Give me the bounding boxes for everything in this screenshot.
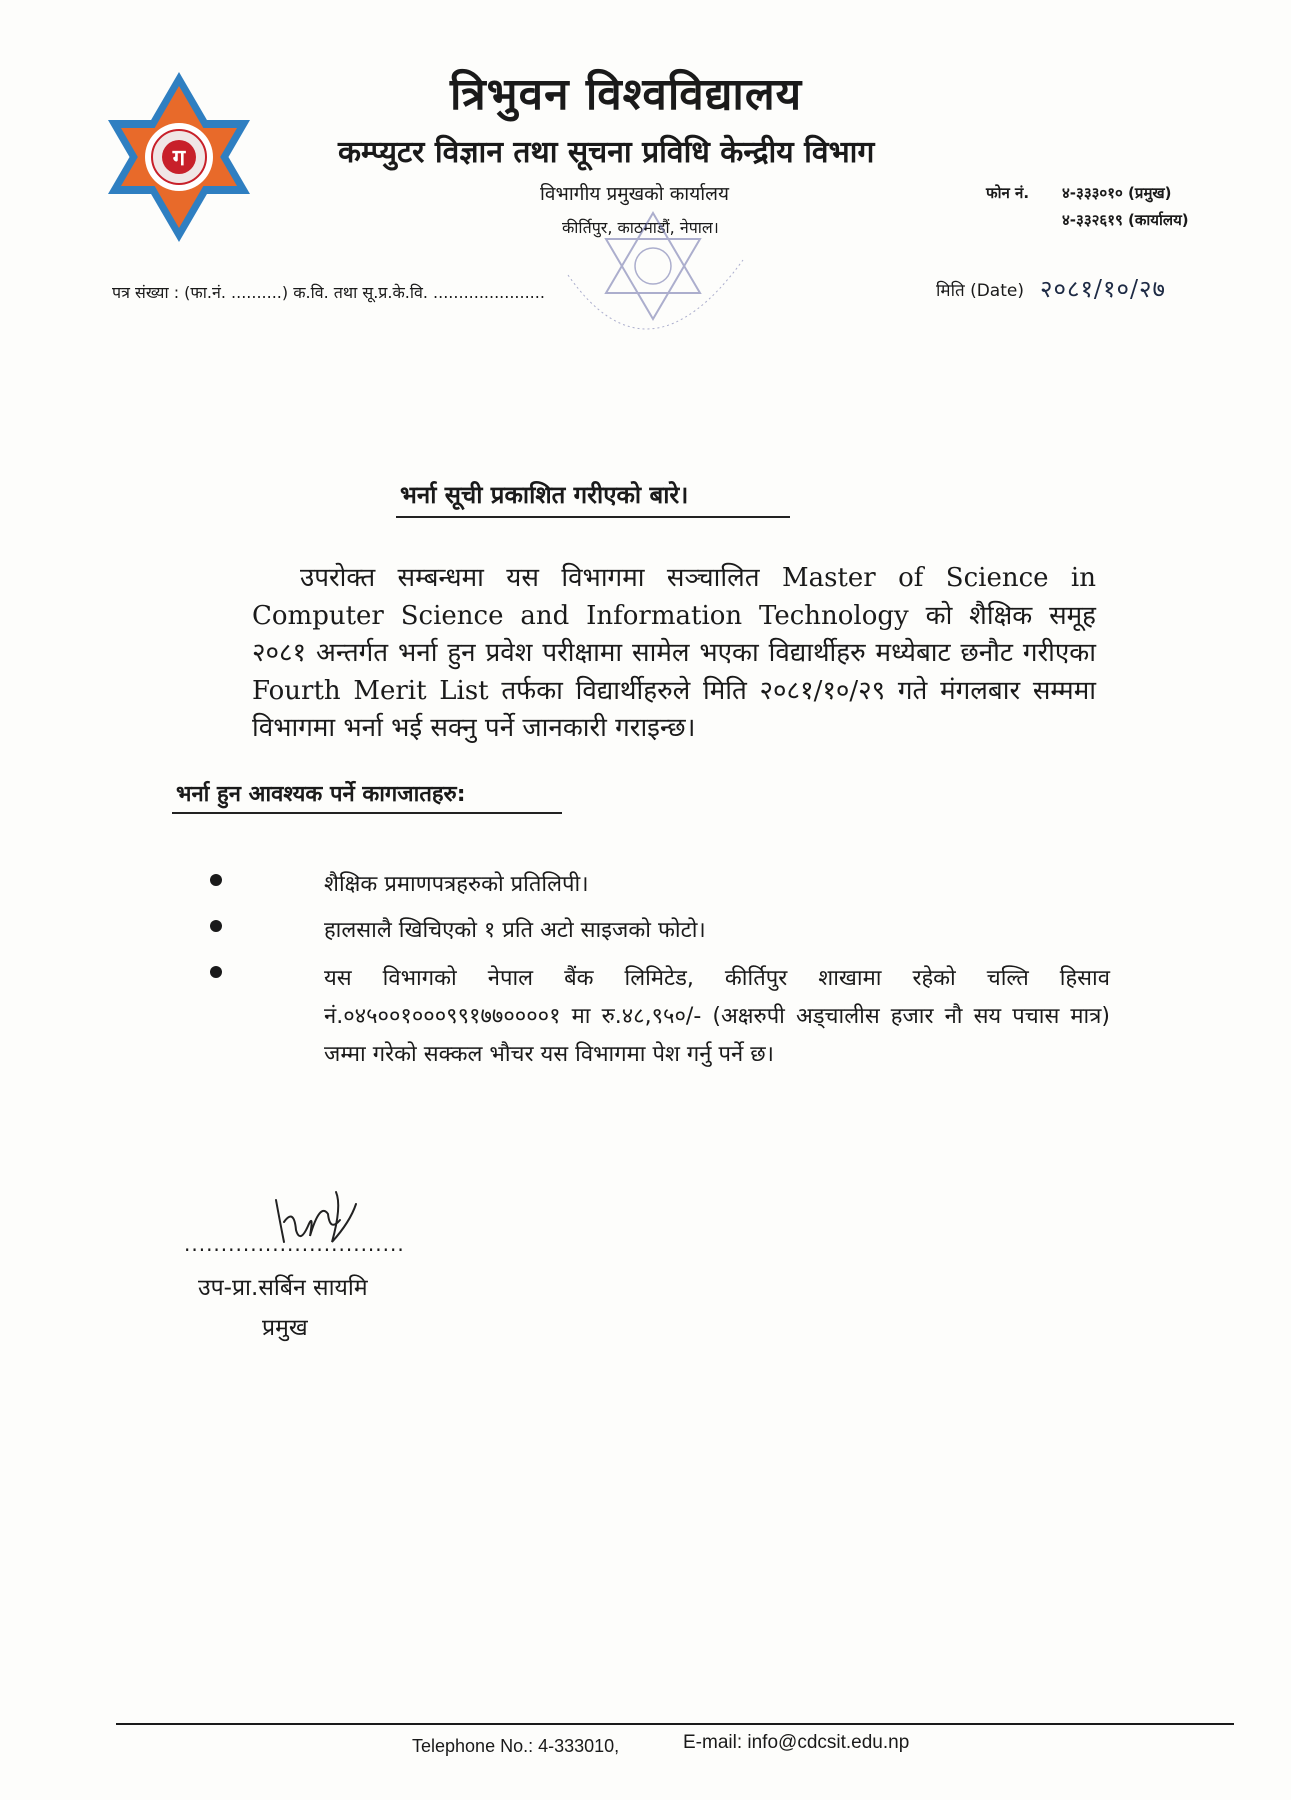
required-documents-heading: भर्ना हुन आवश्यक पर्ने कागजातहरु: [176, 782, 466, 807]
phone-number-head: ४-३३३०१० (प्रमुख) [1062, 184, 1172, 202]
phone-label: फोन नं. [986, 184, 1030, 202]
date-label: मिति (Date) [936, 281, 1024, 301]
document-item: यस विभागको नेपाल बैंक लिमिटेड, कीर्तिपुर शाखामा रहेको चल्ति हिसाव नं.०४५००१०००९९१७७००००१ मा रु.४८,९५०/- (अक्षरुपी अड्चालीस हजार नौ सय पचास मात्र) जम्मा गरेको सक्कल भौचर यस विभागमा पेश गर्नु पर्ने छ। [324, 966, 1110, 1067]
phone-number-office: ४-३३२६१९ (कार्यालय) [1062, 211, 1189, 229]
subject-underline [396, 516, 790, 518]
date-value: २०८१/१०/२७ [1040, 275, 1167, 303]
university-logo [108, 72, 250, 242]
department-stamp [548, 205, 758, 390]
documents-heading-underline [172, 812, 562, 814]
footer-email: E-mail: info@cdcsit.edu.np [683, 1732, 910, 1753]
office-address: कीर्तिपुर, काठमाडौं, नेपाल। [562, 218, 719, 237]
department-name: कम्प्युटर विज्ञान तथा सूचना प्रविधि केन्द्रीय विभाग [338, 135, 875, 170]
document-item: हालसालै खिचिएको १ प्रति अटो साइजको फोटो। [324, 918, 706, 943]
signer-title: प्रमुख [262, 1315, 308, 1341]
office-name: विभागीय प्रमुखको कार्यालय [540, 183, 730, 205]
bullet-icon [210, 920, 222, 932]
signature-dotted-line: .............................. [184, 1232, 405, 1256]
footer-telephone: Telephone No.: 4-333010, [412, 1736, 620, 1756]
letter-body: उपरोक्त सम्बन्धमा यस विभागमा सञ्चालित Master of Science in Computer Science and Information Technology को शैक्षिक समूह २०८१ अन्तर्गत भर्ना हुन प्रवेश परीक्षामा सामेल भएका विद्यार्थीहरु मध्येबाट छनौट गरीएका Fourth Merit List तर्फका विद्यार्थीहरुले मिति २०८१/१०/२९ गते मंगलबार सम्ममा विभागमा भर्ना भई सक्नु पर्ने जानकारी गराइन्छ। [252, 563, 1096, 743]
bullet-icon [210, 966, 222, 978]
document-item: शैक्षिक प्रमाणपत्रहरुको प्रतिलिपी। [324, 872, 589, 897]
letter-subject: भर्ना सूची प्रकाशित गरीएको बारे। [400, 481, 689, 509]
signer-name: उप-प्रा.सर्बिन सायमि [198, 1275, 368, 1301]
footer-rule [116, 1723, 1234, 1725]
bullet-icon [210, 874, 222, 886]
logo-emblem-letter: ग [172, 146, 186, 171]
university-name: त्रिभुवन विश्वविद्यालय [450, 69, 803, 120]
reference-number: पत्र संख्या : (फा.नं. ..........) क.वि. तथा सू.प्र.के.वि. ...................... [112, 283, 545, 302]
